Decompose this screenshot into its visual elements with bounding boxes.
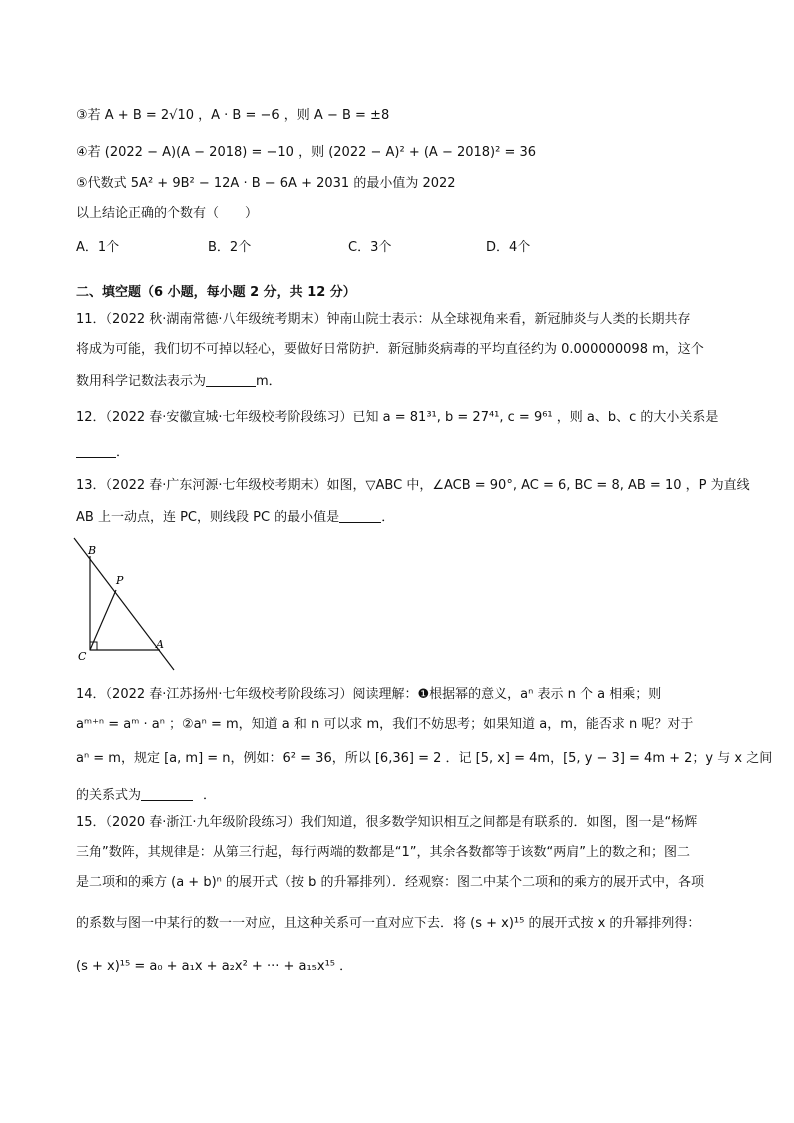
- option-a: A．1个: [76, 240, 120, 255]
- section-title: 二、填空题（6 小题，每小题 2 分，共 12 分）: [76, 285, 356, 300]
- q15-line4: 的系数与图一中某行的数一一对应，且这种关系可一直对应下去．将 (s + x)¹⁵ 的展开式按 x 的升幂排列得：: [76, 916, 701, 931]
- answer-blank[interactable]: [141, 786, 193, 801]
- q15-line1: 15．（2020 春·浙江·九年级阶段练习）我们知道，很多数学知识相互之间都是有联系的．如图，图一是“杨辉: [76, 815, 698, 830]
- q14-line3: aⁿ = m，规定 [a, m] = n，例如：6² = 36，所以 [6,36] = 2 ．记 [5, x] = 4m，[5, y − 3] = 4m + 2；y 与 x 之间: [76, 751, 773, 766]
- q11-line1: 11．（2022 秋·湖南常德·八年级统考期末）钟南山院士表示：从全球视角来看，新冠肺炎与人类的长期共存: [76, 312, 691, 327]
- q14-line1: 14．（2022 春·江苏扬州·七年级校考阶段练习）阅读理解：❶根据幂的意义，aⁿ 表示 n 个 a 相乘；则: [76, 687, 662, 702]
- answer-blank[interactable]: [339, 508, 381, 523]
- q13-text: AB 上一动点，连 PC，则线段 PC 的最小值是: [76, 510, 340, 525]
- problem10-item3: ③若 A + B = 2√10 ，A · B = −6 ，则 A − B = ±8: [76, 108, 390, 123]
- q14-line4: [76, 786, 216, 805]
- q15-line3: 是二项和的乘方 (a + b)ⁿ 的展开式（按 b 的升幂排列）．经观察：图二中某个二项和的乘方的展开式中，各项: [76, 875, 704, 890]
- label-b: B: [88, 544, 97, 557]
- q15-line5: (s + x)¹⁵ = a₀ + a₁x + a₂x² + ··· + a₁₅x¹⁵ ．: [76, 959, 353, 974]
- q15-line2: 三角”数阵，其规律是：从第三行起，每行两端的数都是“1”，其余各数都等于该数“两肩”上的数之和；图二: [76, 845, 690, 860]
- problem10-question: 以上结论正确的个数有（ ）: [76, 206, 259, 221]
- option-b: B．2个: [208, 240, 252, 255]
- problem10-item4: ④若 (2022 − A)(A − 2018) = −10 ，则 (2022 − A)² + (A − 2018)² = 36: [76, 145, 537, 160]
- segment-pc: [90, 590, 116, 650]
- q14-line2: aᵐ⁺ⁿ = aᵐ · aⁿ ；②aⁿ = m，知道 a 和 n 可以求 m，我们不妨思考；如果知道 a，m，能否求 n 呢？对于: [76, 717, 694, 732]
- problem10-item5: ⑤代数式 5A² + 9B² − 12A · B − 6A + 2031 的最小值为 2022: [76, 176, 456, 191]
- q13-line2: [76, 508, 394, 527]
- answer-blank[interactable]: [76, 443, 116, 458]
- q11-text: 数用科学记数法表示为: [76, 374, 207, 389]
- q12-line2: [76, 443, 129, 462]
- q11-unit: m．: [256, 374, 282, 389]
- triangle-figure: [66, 534, 186, 674]
- label-c: C: [78, 650, 87, 663]
- label-p: P: [116, 574, 124, 587]
- q14-period: ．: [203, 788, 217, 803]
- q11-line3: [76, 372, 282, 391]
- label-a: A: [156, 638, 164, 651]
- q12-line1: 12．（2022 春·安徽宣城·七年级校考阶段练习）已知 a = 81³¹, b = 27⁴¹, c = 9⁶¹ ，则 a、b、c 的大小关系是: [76, 410, 719, 425]
- answer-blank[interactable]: [206, 372, 256, 387]
- q11-line2: 将成为可能，我们切不可掉以轻心，要做好日常防护．新冠肺炎病毒的平均直径约为 0.000000098 m，这个: [76, 342, 704, 357]
- option-d: D．4个: [486, 240, 531, 255]
- q14-text: 的关系式为: [76, 788, 142, 803]
- option-c: C．3个: [348, 240, 392, 255]
- q13-line1: 13．（2022 春·广东河源·七年级校考期末）如图，▽ABC 中，∠ACB = 90°, AC = 6, BC = 8, AB = 10 ，P 为直线: [76, 478, 750, 493]
- q12-period: ．: [116, 445, 130, 460]
- q13-period: ．: [381, 510, 395, 525]
